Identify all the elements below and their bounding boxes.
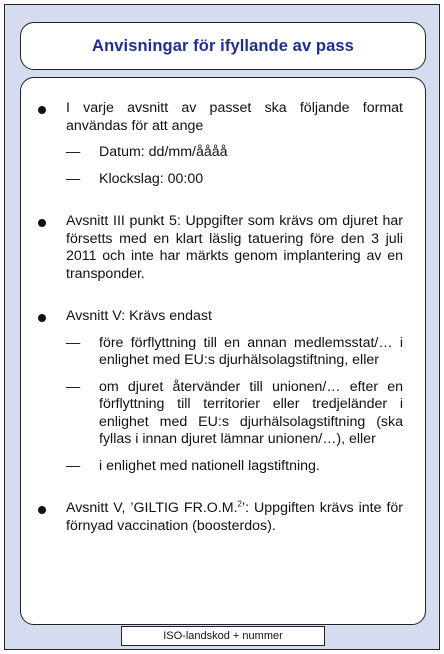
sub-item-text: om djuret återvänder till unionen/… efter en förflyttning till territorier eller tredjeländer i enlighet med EU:s djurhälsolagstiftning (ska fyllas i innan djuret lämnar unionen/…), eller [99, 378, 403, 447]
item-text-start: Avsnitt V, ’GILTIG FR.O.M. [66, 500, 238, 516]
sub-item [66, 144, 403, 162]
sub-item [66, 171, 403, 189]
bullet-icon [38, 506, 46, 514]
sub-item-text: Datum: dd/mm/åååå [99, 144, 228, 160]
content-box [20, 77, 426, 625]
bullet-icon [38, 219, 46, 227]
list-item [21, 100, 425, 188]
sub-item [66, 458, 403, 476]
dash-icon: — [66, 457, 81, 474]
instruction-list [21, 100, 425, 535]
sub-item-text: Klockslag: 00:00 [99, 170, 204, 187]
item-text [66, 500, 403, 535]
sub-item [66, 335, 403, 370]
sub-item-text: före förflyttning till en annan medlemsstat/… i enlighet med EU:s djurhälsolagstiftning, eller [99, 334, 403, 368]
footer-label: ISO-landskod + nummer [163, 630, 283, 642]
list-item [21, 213, 425, 283]
page-title: Anvisningar för ifyllande av pass [92, 36, 354, 55]
item-text-end: ’: Uppgiften krävs inte för förnyad vaccination (boosterdos). [66, 500, 404, 534]
footnote-reference: 2 [237, 499, 242, 509]
bullet-icon [38, 314, 46, 322]
sub-item-text: i enlighet med nationell lagstiftning. [99, 457, 320, 474]
dash-icon: — [66, 144, 81, 160]
item-text: Avsnitt III punkt 5: Uppgifter som krävs om djuret har försetts med en klart läslig tatuering före den 3 juli 2011 och inte har märkts genom implantering av en transponder. [66, 213, 403, 282]
list-item [21, 308, 425, 475]
item-text: Avsnitt V: Krävs endast [66, 308, 212, 324]
dash-icon: — [66, 378, 81, 395]
dash-icon: — [66, 170, 81, 187]
footer-label-box [121, 626, 325, 646]
sub-item [66, 379, 403, 449]
bullet-icon [38, 106, 46, 114]
title-box [20, 22, 426, 70]
instruction-panel [4, 4, 440, 650]
list-item [21, 500, 425, 535]
dash-icon: — [66, 334, 81, 351]
item-text: I varje avsnitt av passet ska följande format användas för att ange [66, 100, 403, 134]
